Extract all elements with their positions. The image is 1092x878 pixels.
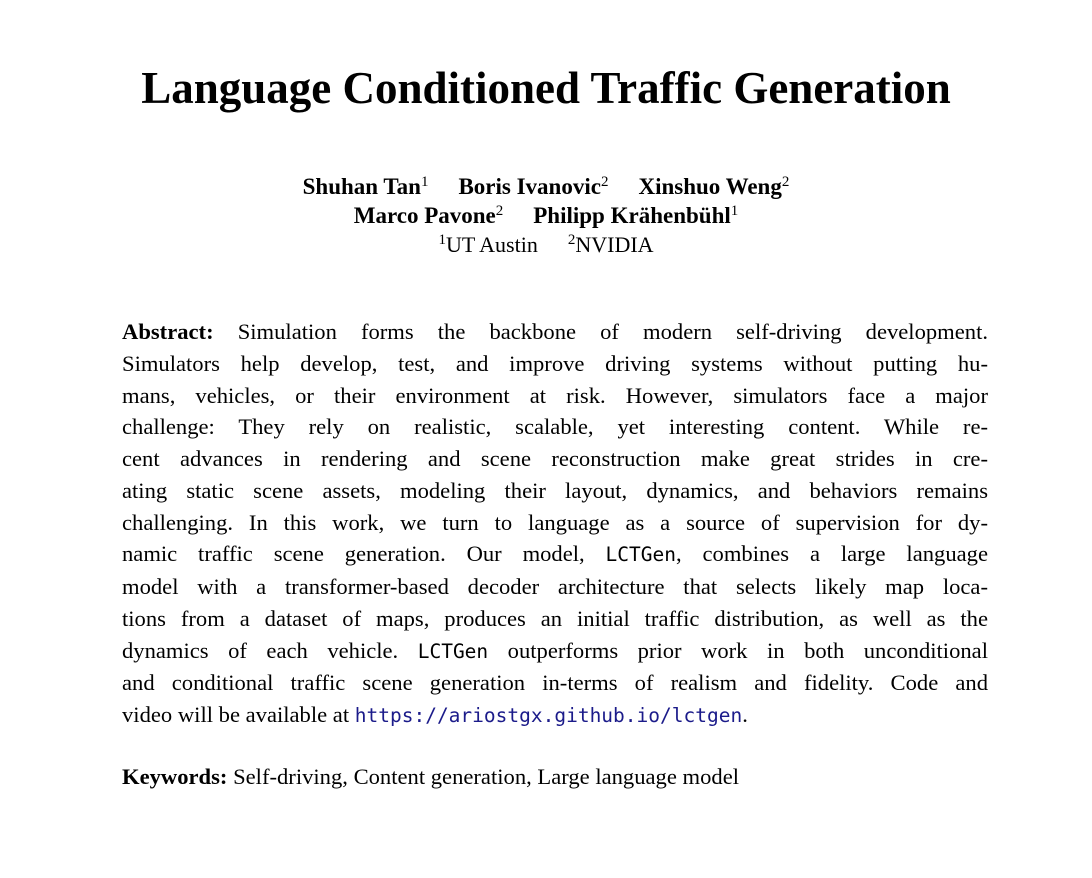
author-name: Marco Pavone [353, 203, 496, 228]
abstract-text: . [742, 702, 748, 727]
abstract-line: model with a transformer-based decoder architecture that selects likely map loca- [122, 574, 988, 599]
author-marco-pavone [354, 203, 504, 228]
abstract-line: mans, vehicles, or their environment at risk. However, simulators face a major [122, 382, 988, 408]
author-name: Shuhan Tan [302, 174, 421, 199]
abstract-line: challenging. In this work, we turn to language as a source of supervision for dy- [122, 509, 988, 535]
abstract-line [122, 538, 988, 571]
author-block [0, 172, 1092, 259]
abstract-line [122, 316, 988, 348]
author-name: Philipp Krähenbühl [533, 203, 731, 228]
author-row-1 [0, 172, 1092, 201]
keywords-label: Keywords: [122, 763, 228, 789]
project-url-link[interactable]: https://ariostgx.github.io/lctgen [354, 704, 743, 727]
author-name: Boris Ivanovic [458, 174, 601, 199]
affiliation-mark: 2 [781, 174, 790, 190]
abstract-text: outperforms prior work in both unconditional [488, 637, 988, 663]
affiliation-nvidia [568, 232, 654, 257]
abstract-section [122, 316, 988, 732]
abstract-line [122, 699, 988, 732]
abstract-line: Simulators help develop, test, and improve driving systems without putting hu- [122, 350, 988, 376]
author-shuhan-tan [303, 174, 429, 199]
affiliation-name: NVIDIA [575, 232, 654, 257]
author-name: Xinshuo Weng [638, 174, 782, 199]
abstract-text: Simulation forms the backbone of modern self-driving development. [213, 319, 988, 344]
author-philipp-krahenbuhl [533, 203, 738, 228]
abstract-line: tions from a dataset of maps, produces an initial traffic distribution, as well as the [122, 605, 988, 631]
abstract-text: dynamics of each vehicle. [122, 637, 418, 663]
affiliation-mark: 1 [420, 174, 429, 190]
model-name-lctgen: LCTGen [417, 639, 489, 663]
affiliation-row [0, 230, 1092, 259]
author-xinshuo-weng [638, 174, 789, 199]
affiliation-name: UT Austin [445, 232, 538, 257]
paper-title: Language Conditioned Traffic Generation [141, 63, 951, 113]
keywords-line [122, 761, 988, 793]
abstract-text: video will be available at [122, 702, 355, 727]
paper-page [0, 62, 1092, 878]
model-name-lctgen: LCTGen [605, 543, 676, 567]
abstract-label: Abstract: [122, 319, 214, 344]
keywords-text: Self-driving, Content generation, Large language model [227, 763, 739, 789]
affiliation-mark: 1 [730, 203, 739, 219]
abstract-text: , combines a large language [676, 541, 988, 567]
affiliation-mark: 1 [438, 232, 446, 248]
author-row-2 [0, 201, 1092, 230]
author-boris-ivanovic [458, 174, 608, 199]
affiliation-mark: 2 [495, 203, 504, 219]
affiliation-mark: 2 [600, 174, 609, 190]
affiliation-ut-austin [438, 232, 537, 257]
affiliation-mark: 2 [567, 232, 576, 248]
abstract-text: namic traffic scene generation. Our model, [122, 541, 606, 567]
abstract-line: cent advances in rendering and scene reconstruction make great strides in cre- [122, 446, 988, 471]
abstract-line [122, 635, 988, 668]
abstract-line: challenge: They rely on realistic, scalable, yet interesting content. While re- [122, 414, 988, 440]
abstract-line: ating static scene assets, modeling their layout, dynamics, and behaviors remains [122, 477, 988, 503]
abstract-line: and conditional traffic scene generation in-terms of realism and fidelity. Code and [122, 670, 988, 696]
